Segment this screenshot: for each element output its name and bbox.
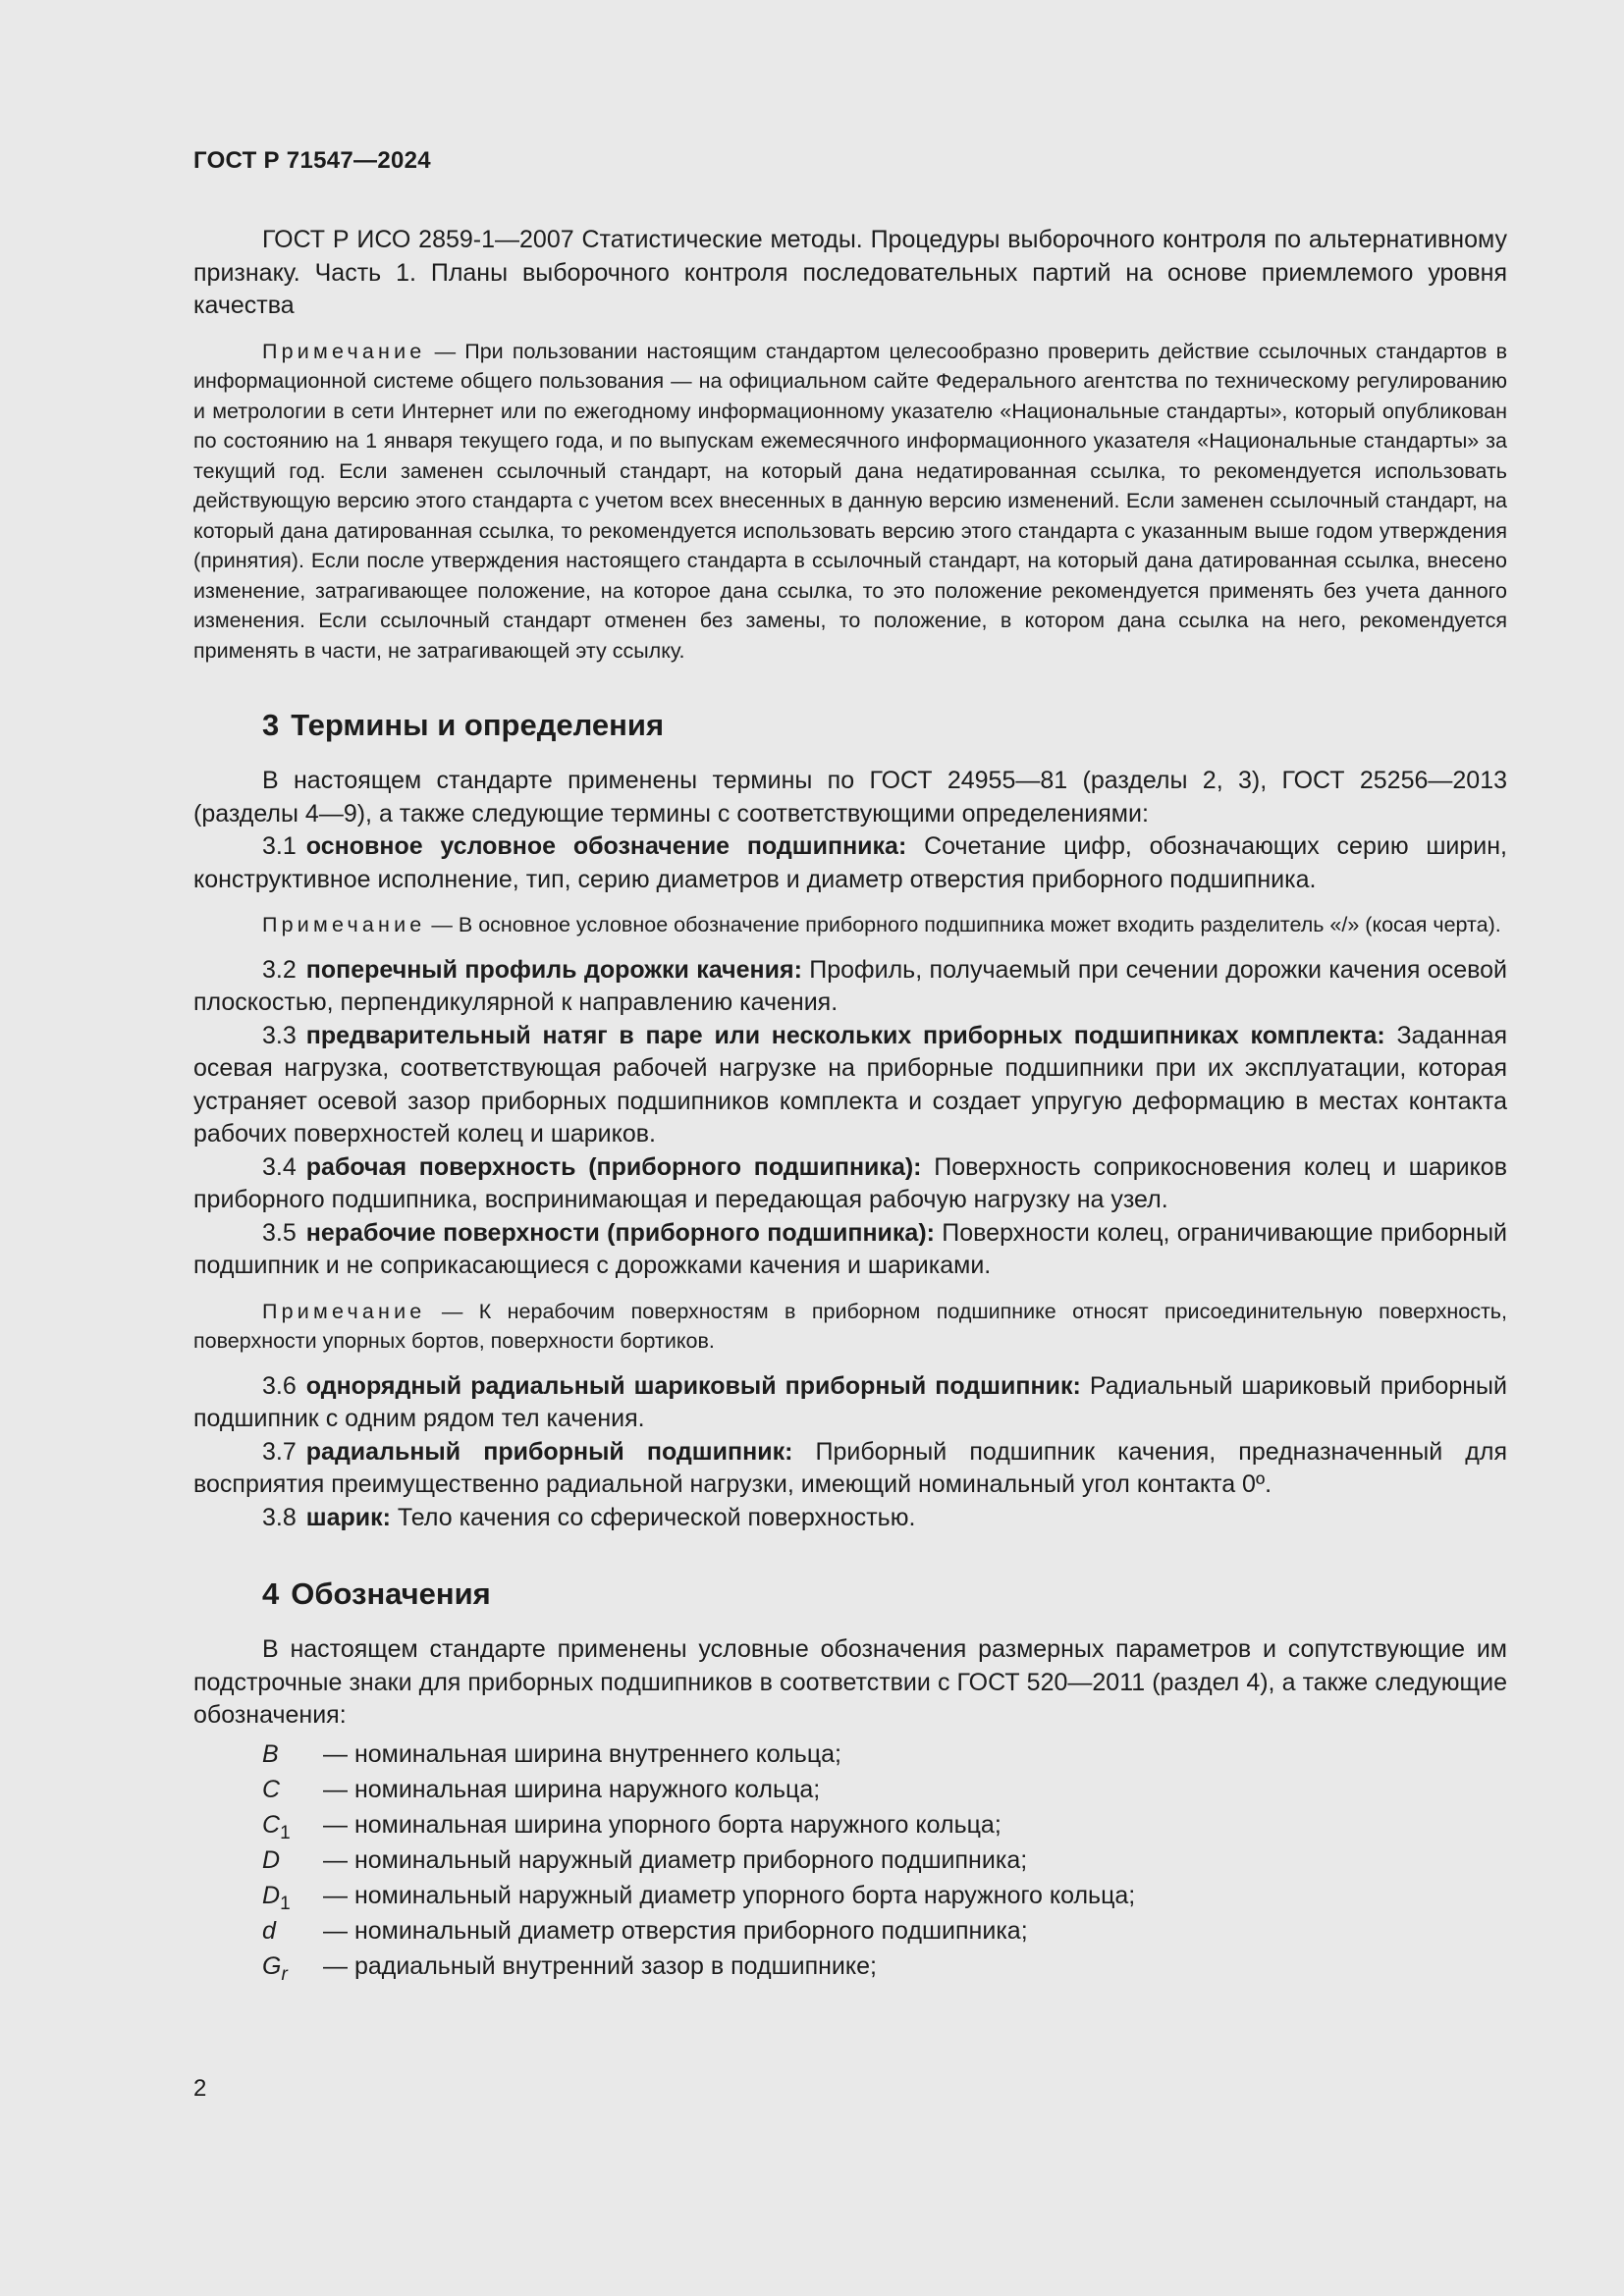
section-intro: В настоящем стандарте применены условные обозначения размерных параметров и сопутствующие им подстрочные знаки для приборных подшипников в соответствии с ГОСТ 520—2011 (раздел 4), а также следующие обозначения:	[193, 1635, 1507, 1729]
term-label: шарик:	[305, 1503, 391, 1531]
symbol-description: — номинальный диаметр отверстия приборного подшипника;	[323, 1916, 1028, 1945]
term-number: 3.1	[262, 832, 297, 860]
term-number: 3.5	[262, 1218, 297, 1247]
symbol-description: — номинальная ширина наружного кольца;	[323, 1775, 821, 1803]
term-text: Заданная осевая нагрузка, соответствующая рабочей нагрузке на приборные подшипники при их эксплуатации, которая устраняет осевой зазор приборных подшипников комплекта и создает упругую деформацию в местах контакта рабочих поверхностей колец и шариков.	[193, 1021, 1508, 1148]
symbol-subscript: 1	[280, 1893, 291, 1914]
document-body	[193, 224, 1507, 1984]
symbol: d	[262, 1916, 276, 1945]
symbol-description: — номинальная ширина упорного борта наружного кольца;	[323, 1810, 1001, 1839]
term-definition	[193, 954, 1507, 1020]
symbol-subscript: 1	[280, 1822, 291, 1843]
note-label: Примечание	[262, 913, 426, 936]
symbol-row	[193, 1913, 1507, 1949]
symbol-list	[193, 1736, 1507, 1984]
normative-reference-item: ГОСТ Р ИСО 2859-1—2007 Статистические методы. Процедуры выборочного контроля по альтернативному признаку. Часть 1. Планы выборочного контроля последовательных партий на основе приемлемого уровня качества	[193, 226, 1507, 319]
symbol-description: — номинальный наружный диаметр упорного борта наружного кольца;	[323, 1881, 1136, 1909]
term-label: поперечный профиль дорожки качения:	[305, 955, 802, 984]
section-title: Термины и определения	[291, 708, 665, 742]
symbol-row	[193, 1949, 1507, 1984]
note-text: — В основное условное обозначение приборного подшипника может входить разделитель «/» (косая черта).	[425, 913, 1501, 936]
section-heading	[193, 1576, 1507, 1612]
note-paragraph	[193, 337, 1507, 667]
term-label: однорядный радиальный шариковый приборный подшипник:	[305, 1371, 1081, 1400]
symbol-description: — радиальный внутренний зазор в подшипнике;	[323, 1951, 877, 1980]
term-number: 3.3	[262, 1021, 297, 1049]
term-text: Поверхность соприкосновения колец и шариков приборного подшипника, воспринимающая и передающая рабочую нагрузку на узел.	[193, 1152, 1507, 1213]
symbol: C	[262, 1775, 281, 1803]
symbol-row	[193, 1807, 1507, 1842]
symbol-row	[193, 1842, 1507, 1878]
term-label: рабочая поверхность (приборного подшипника):	[305, 1152, 922, 1181]
symbol-row	[193, 1772, 1507, 1807]
term-label: радиальный приборный подшипник:	[305, 1437, 793, 1466]
term-text: Приборный подшипник качения, предназначенный для восприятия преимущественно радиальной нагрузки, имеющий номинальный угол контакта 0º.	[193, 1437, 1508, 1498]
term-definition	[193, 830, 1507, 896]
symbol-description: — номинальная ширина внутреннего кольца;	[323, 1739, 842, 1768]
term-definition	[193, 1436, 1507, 1502]
note-label: Примечание	[262, 1299, 426, 1323]
term-label: нерабочие поверхности (приборного подшипника):	[305, 1218, 935, 1247]
term-definition	[193, 1020, 1507, 1151]
term-definition	[193, 1151, 1507, 1217]
note-text: — При пользовании настоящим стандартом целесообразно проверить действие ссылочных стандартов в информационной системе общего пользования — на официальном сайте Федерального агентства по техническому регулированию и метрологии в сети Интернет или по ежегодному информационному указателю «Национальные стандарты», который опубликован по состоянию на 1 января текущего года, и по выпускам ежемесячного информационного указателя «Национальные стандарты» за текущий год. Если заменен ссылочный стандарт, на который дана недатированная ссылка, то рекомендуется использовать действующую версию этого стандарта с учетом всех внесенных в данную версию изменений. Если заменен ссылочный стандарт, на который дана датированная ссылка, то рекомендуется использовать версию этого стандарта с указанным выше годом утверждения (принятия). Если после утверждения настоящего стандарта в ссылочный стандарт, на который дана датированная ссылка, внесено изменение, затрагивающее положение, на которое дана ссылка, то это положение рекомендуется применять без учета данного изменения. Если ссылочный стандарт отменен без замены, то положение, в котором дана ссылка на него, рекомендуется применять в части, не затрагивающей эту ссылку.	[193, 339, 1507, 663]
symbol: $G_r$	[262, 1951, 288, 1985]
term-text: Тело качения со сферической поверхностью.	[390, 1503, 916, 1531]
document-header: ГОСТ Р 71547—2024	[193, 147, 431, 174]
term-number: 3.2	[262, 955, 297, 984]
section-number: 3	[262, 708, 280, 742]
term-number: 3.8	[262, 1503, 297, 1531]
symbol-subscript: r	[281, 1963, 288, 1985]
symbol-row	[193, 1878, 1507, 1913]
symbol-description: — номинальный наружный диаметр приборного подшипника;	[323, 1845, 1028, 1874]
symbol: B	[262, 1739, 279, 1768]
symbol: D	[262, 1845, 281, 1874]
term-label: основное условное обозначение подшипника:	[305, 832, 907, 860]
term-definition	[193, 1502, 1507, 1535]
section-intro: В настоящем стандарте применены термины по ГОСТ 24955—81 (разделы 2, 3), ГОСТ 25256—2013 (разделы 4—9), а также следующие термины с соответствующими определениями:	[193, 767, 1507, 828]
term-number: 3.7	[262, 1437, 297, 1466]
page-number: 2	[193, 2075, 207, 2102]
term-text: Поверхности колец, ограничивающие приборный подшипник и не соприкасающиеся с дорожками качения и шариками.	[193, 1218, 1508, 1279]
note-paragraph	[193, 1297, 1507, 1357]
term-definition	[193, 1370, 1507, 1436]
section-title: Обозначения	[291, 1576, 491, 1611]
symbol: $C_1$	[262, 1810, 291, 1843]
term-definition	[193, 1217, 1507, 1283]
term-text: Профиль, получаемый при сечении дорожки качения осевой плоскостью, перпендикулярной к направлению качения.	[193, 955, 1507, 1016]
symbol: $D_1$	[262, 1881, 291, 1914]
note-paragraph	[193, 910, 1507, 940]
section-number: 4	[262, 1576, 280, 1611]
term-number: 3.4	[262, 1152, 297, 1181]
note-label: Примечание	[262, 339, 426, 363]
note-text: — К нерабочим поверхностям в приборном подшипнике относят присоединительную поверхность, поверхности упорных бортов, поверхности бортиков.	[193, 1299, 1507, 1353]
section-heading	[193, 708, 1507, 743]
symbol-row	[193, 1736, 1507, 1772]
term-label: предварительный натяг в паре или нескольких приборных подшипниках комплекта:	[305, 1021, 1385, 1049]
term-number: 3.6	[262, 1371, 297, 1400]
term-text: Радиальный шариковый приборный подшипник с одним рядом тел качения.	[193, 1371, 1507, 1432]
term-text: Сочетание цифр, обозначающих серию ширин, конструктивное исполнение, тип, серию диаметров и диаметр отверстия приборного подшипника.	[193, 832, 1507, 893]
